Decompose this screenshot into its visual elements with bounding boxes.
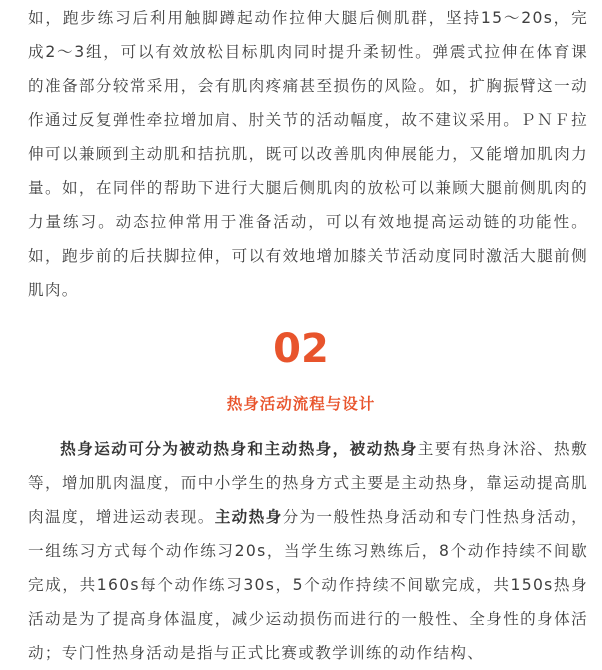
- bold-comma: ，: [332, 440, 350, 458]
- paragraph-stretching: [28, 1, 588, 307]
- bold-lead-text: 热身运动可分为被动热身和主动热身: [60, 440, 333, 458]
- paragraph-text-2: 分为一般性热身活动和专门性热身活动，一组练习方式每个动作练习20s，当学生练习熟练后，8个动作持续不间歇完成，共160s每个动作练习30s，5个动作持续不间歇完成，共150s热身活动是为了提高身体温度，减少运动损伤而进行的一般性、全身性的身体活动；专门性热身活动是指与正式比赛或教学训练的动作结构、: [28, 508, 588, 662]
- bold-passive-warmup: 被动热身: [349, 440, 418, 458]
- paragraph-text: 如，跑步练习后利用触脚蹲起动作拉伸大腿后侧肌群，坚持15～20s，完成2～3组，可以有效放松目标肌肉同时提升柔韧性。弹震式拉伸在体育课的准备部分较常采用，会有肌肉疼痛甚至损伤的风险。如，扩胸振臂这一动作通过反复弹性牵拉增加肩、肘关节的活动幅度，故不建议采用。ＰＮＦ拉伸可以兼顾到主动肌和拮抗肌，既可以改善肌肉伸展能力，又能增加肌肉力量。如，在同伴的帮助下进行大腿后侧肌肉的放松可以兼顾大腿前侧肌肉的力量练习。动态拉伸常用于准备活动，可以有效地提高运动链的功能性。如，跑步前的后扶脚拉伸，可以有效地增加膝关节活动度同时激活大腿前侧肌肉。: [28, 9, 588, 299]
- paragraph-text-1: 主要有热身沐浴、热敷等，增加肌肉温度，而中小学生的热身方式主要是主动热身，靠运动提高肌肉温度，增进运动表现。: [28, 440, 588, 526]
- section-number: 02: [273, 326, 329, 372]
- section-title: 热身活动流程与设计: [226, 395, 376, 413]
- bold-active-warmup: 主动热身: [214, 508, 283, 526]
- paragraph-warmup: [28, 432, 588, 670]
